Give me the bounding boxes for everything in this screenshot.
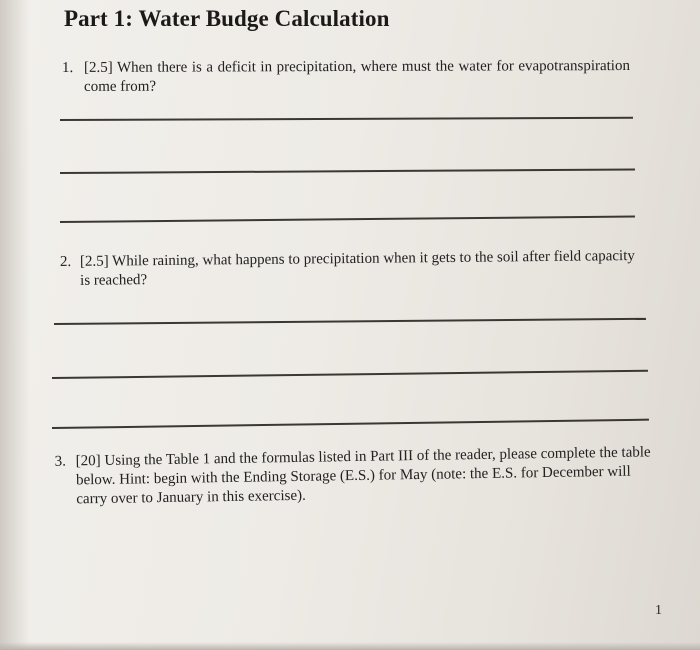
- question-1: [62, 57, 630, 97]
- question-3: [55, 443, 656, 509]
- question-text: [2.5] While raining, what happens to precipitation when it gets to the soil after field capacity is reached?: [79, 248, 635, 289]
- question-text: [2.5] When there is a deficit in precipitation, where must the water for evapotranspiration come from?: [83, 58, 630, 95]
- question-number: 2.: [59, 253, 72, 271]
- answer-line-1c[interactable]: [60, 215, 635, 223]
- question-number: 3.: [54, 453, 67, 470]
- answer-line-1b[interactable]: [60, 168, 635, 174]
- page-bottom-edge: [0, 642, 700, 650]
- page-title: Part 1: Water Budge Calculation: [64, 6, 390, 31]
- question-text: [20] Using the Table 1 and the formulas listed in Part III of the reader, please complete the table below. Hint: begin with the Ending Storage (E.S.) for May (note: the E.S. for December will carry over to January in this exercise).: [75, 444, 651, 508]
- question-2: [60, 247, 640, 291]
- question-number: 1.: [61, 59, 74, 76]
- answer-line-2b[interactable]: [52, 370, 648, 379]
- answer-line-2a[interactable]: [54, 318, 646, 325]
- page-number: 1: [655, 603, 662, 618]
- answer-line-1a[interactable]: [60, 117, 633, 121]
- page-shadow: [0, 0, 30, 650]
- answer-line-2c[interactable]: [52, 419, 649, 429]
